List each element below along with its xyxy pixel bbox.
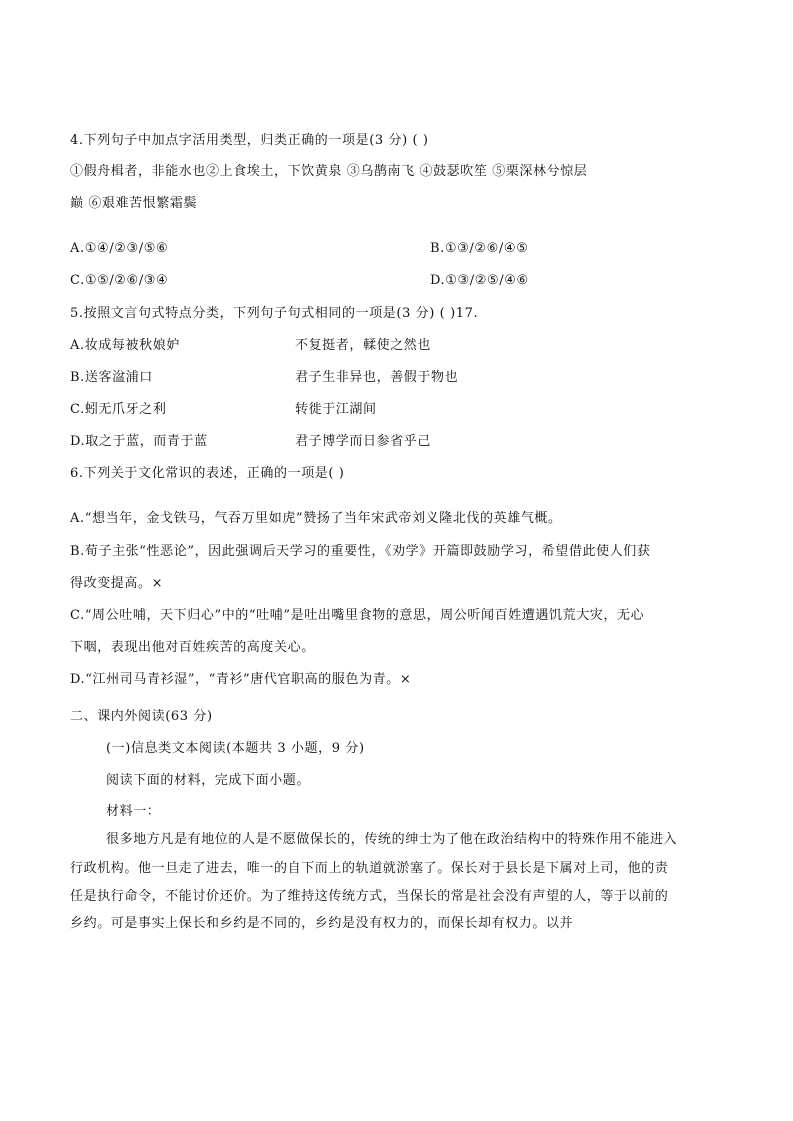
question-6-option-c-line-2: 下咽，表现出他对百姓疾苦的高度关心。 [70,640,315,655]
question-6-stem: 6.下列关于文化常识的表述，正确的一项是( ) [70,466,345,481]
question-4-option-a: A.①④/②③/⑤⑥ [70,241,169,256]
question-5-option-c-left: C.蚓无爪牙之利 [70,402,167,417]
question-6-option-d: D.“江州司马青衫湿”，“青衫”唐代官职高的服色为青。× [70,672,412,687]
question-6-option-a: A.“想当年，金戈铁马，气吞万里如虎”赞扬了当年宋武帝刘义隆北伐的英雄气概。 [70,511,562,526]
material-one-paragraph-line-2: 行政机构。他一旦走了进去，唯一的自下而上的轨道就淤塞了。保长对于县长是下属对上司，他的责 [70,861,669,876]
question-5-option-a-left: A.妆成每被秋娘妒 [70,338,180,353]
question-4-stem: 4.下列句子中加点字活用类型，归类正确的一项是(3 分) ( ) [70,133,429,148]
question-6-option-c-line-1: C.“周公吐哺，天下归心”中的“吐哺”是吐出嘴里食物的意思，周公听闻百姓遭遇饥荒大灾，无心 [70,608,645,623]
material-one-paragraph-line-3: 任是执行命令，不能讨价还价。为了维持这传统方式，当保长的常是社会没有声望的人，等于以前的 [70,889,669,904]
question-6-option-b-line-1: B.荀子主张“性恶论”，因此强调后天学习的重要性，《劝学》开篇即鼓励学习，希望借此使人们获 [70,544,651,559]
question-5-stem: 5.按照文言句式特点分类，下列句子句式相同的一项是(3 分) ( )17. [70,306,479,321]
question-5-option-d-right: 君子博学而日参省乎己 [295,434,432,449]
material-one-paragraph-line-4: 乡约。可是事实上保长和乡约是不同的，乡约是没有权力的，而保长却有权力。以并 [70,916,574,931]
question-4-option-c: C.①⑤/②⑥/③④ [70,273,169,288]
question-4-option-d: D.①③/②⑤/④⑥ [430,273,529,288]
question-5-option-a-right: 不复挺者，輮使之然也 [295,338,432,353]
question-5-option-c-right: 转徙于江湖间 [295,402,377,417]
question-5-option-d-left: D.取之于蓝，而青于蓝 [70,434,208,449]
section-2-instruction: 阅读下面的材料，完成下面小题。 [106,773,311,788]
material-one-paragraph-line-1: 很多地方凡是有地位的人是不愿做保长的，传统的绅士为了他在政治结构中的特殊作用不能进入 [106,832,678,847]
question-4-items-line-1: ①假舟楫者，非能水也②上食埃土，下饮黄泉 ③乌鹊南飞 ④鼓瑟吹笙 ⑤栗深林兮惊层 [70,164,588,179]
question-4-items-line-2: 巅 ⑥艰难苦恨繁霜鬓 [70,196,198,211]
question-4-option-b: B.①③/②⑥/④⑤ [430,241,529,256]
question-5-option-b-right: 君子生非异也，善假于物也 [295,370,459,385]
section-2-sub-heading: (一)信息类文本阅读(本题共 3 小题，9 分) [106,741,365,756]
material-one-label: 材料一： [106,804,161,819]
question-5-option-b-left: B.送客湓浦口 [70,370,153,385]
question-6-option-b-line-2: 得改变提高。× [70,576,164,591]
section-2-heading: 二、课内外阅读(63 分) [70,709,213,724]
